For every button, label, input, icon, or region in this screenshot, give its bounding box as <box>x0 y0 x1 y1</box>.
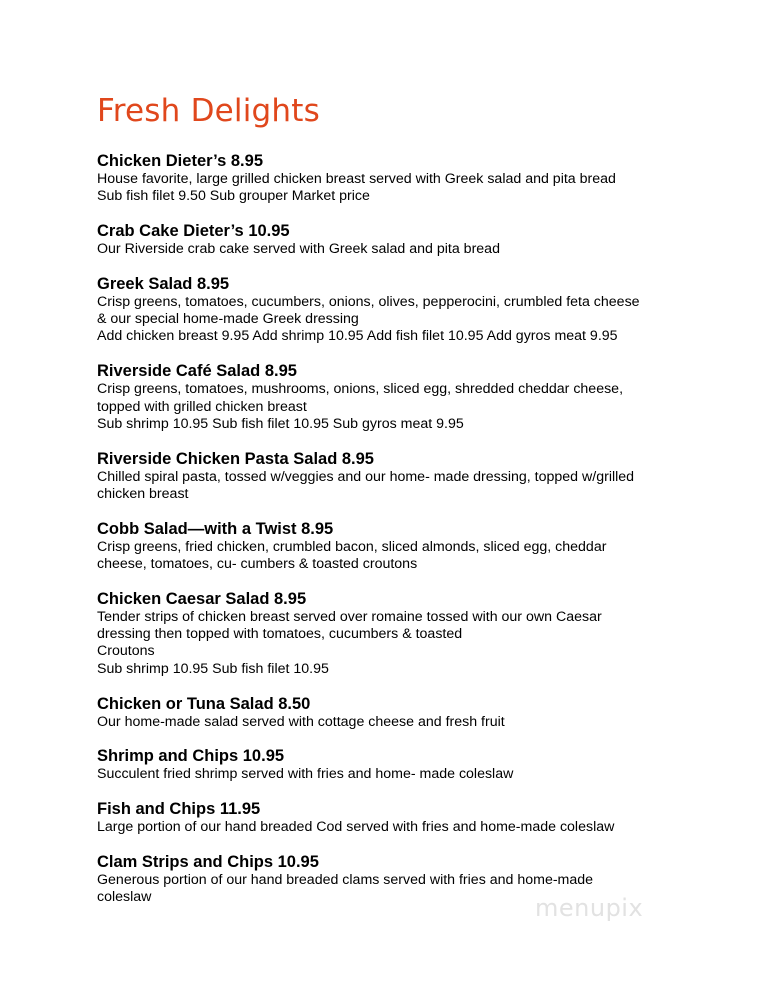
menu-item-name: Crab Cake Dieter’s 10.95 <box>97 222 290 241</box>
menu-item-description: Our home-made salad served with cottage cheese and fresh fruit <box>97 713 505 730</box>
menu-item-name: Riverside Chicken Pasta Salad 8.95 <box>97 449 374 468</box>
menu-item-name: Clam Strips and Chips 10.95 <box>97 852 319 871</box>
menu-item-name: Fish and Chips 11.95 <box>97 800 261 819</box>
menu-item-description: Large portion of our hand breaded Cod served with fries and home-made coleslaw <box>97 819 615 836</box>
menu-item-description: Tender strips of chicken breast served over romaine tossed with our own Caesar <box>97 608 602 625</box>
menu-item <box>97 222 717 258</box>
menu-item-description: Croutons <box>97 643 155 660</box>
menu-item-description: topped with grilled chicken breast <box>97 398 307 415</box>
menu-item-description: Succulent fried shrimp served with fries and home- made coleslaw <box>97 766 514 783</box>
menu-item-description: dressing then topped with tomatoes, cucumbers & toasted <box>97 626 463 643</box>
watermark-logo: menupix <box>535 894 644 922</box>
menu-item-description: House favorite, large grilled chicken breast served with Greek salad and pita bread <box>97 171 616 187</box>
menu-item-description: Sub shrimp 10.95 Sub fish filet 10.95 <box>97 660 329 677</box>
menu-item-description: Our Riverside crab cake served with Greek salad and pita bread <box>97 241 500 258</box>
menu-item <box>97 747 717 783</box>
menu-item <box>97 152 717 206</box>
menu-item <box>97 275 717 346</box>
menu-item-description: Crisp greens, fried chicken, crumbled bacon, sliced almonds, sliced egg, cheddar <box>97 538 607 555</box>
menu-item-name: Greek Salad 8.95 <box>97 274 230 293</box>
menu-item <box>97 800 717 836</box>
menu-item-name: Chicken Dieter’s 8.95 <box>97 152 263 170</box>
menu-item <box>97 450 717 504</box>
menu-item-name: Chicken Caesar Salad 8.95 <box>97 589 307 608</box>
menu-item-description: chicken breast <box>97 485 189 502</box>
menu-item-name: Riverside Café Salad 8.95 <box>97 362 297 381</box>
menu-item-description: Generous portion of our hand breaded clams served with fries and home-made <box>97 871 594 888</box>
menu-item-description: Sub shrimp 10.95 Sub fish filet 10.95 Sub gyros meat 9.95 <box>97 415 464 432</box>
menu-item-name: Shrimp and Chips 10.95 <box>97 747 285 766</box>
menu-item-description: Add chicken breast 9.95 Add shrimp 10.95 Add fish filet 10.95 Add gyros meat 9.95 <box>97 328 618 345</box>
menu-item-description: Sub fish filet 9.50 Sub grouper Market price <box>97 188 370 205</box>
menu-item-description: Crisp greens, tomatoes, cucumbers, onions, olives, pepperocini, crumbled feta cheese <box>97 293 640 310</box>
menu-item <box>97 362 717 433</box>
menu-item <box>97 590 717 678</box>
menu-item-description: coleslaw <box>97 889 152 906</box>
menu-item-description: Crisp greens, tomatoes, mushrooms, onions, sliced egg, shredded cheddar cheese, <box>97 381 624 398</box>
menu-item <box>97 695 717 731</box>
menu-item-description: & our special home-made Greek dressing <box>97 311 359 328</box>
menu-item-description: cheese, tomatoes, cu- cumbers & toasted croutons <box>97 556 418 573</box>
menu-title: Fresh Delights <box>97 93 320 129</box>
menu-item-name: Chicken or Tuna Salad 8.50 <box>97 694 311 713</box>
menu-item-name: Cobb Salad—with a Twist 8.95 <box>97 519 334 538</box>
menu-item <box>97 520 717 574</box>
menu-page <box>97 92 717 923</box>
menu-item-description: Chilled spiral pasta, tossed w/veggies and our home- made dressing, topped w/grilled <box>97 468 635 485</box>
